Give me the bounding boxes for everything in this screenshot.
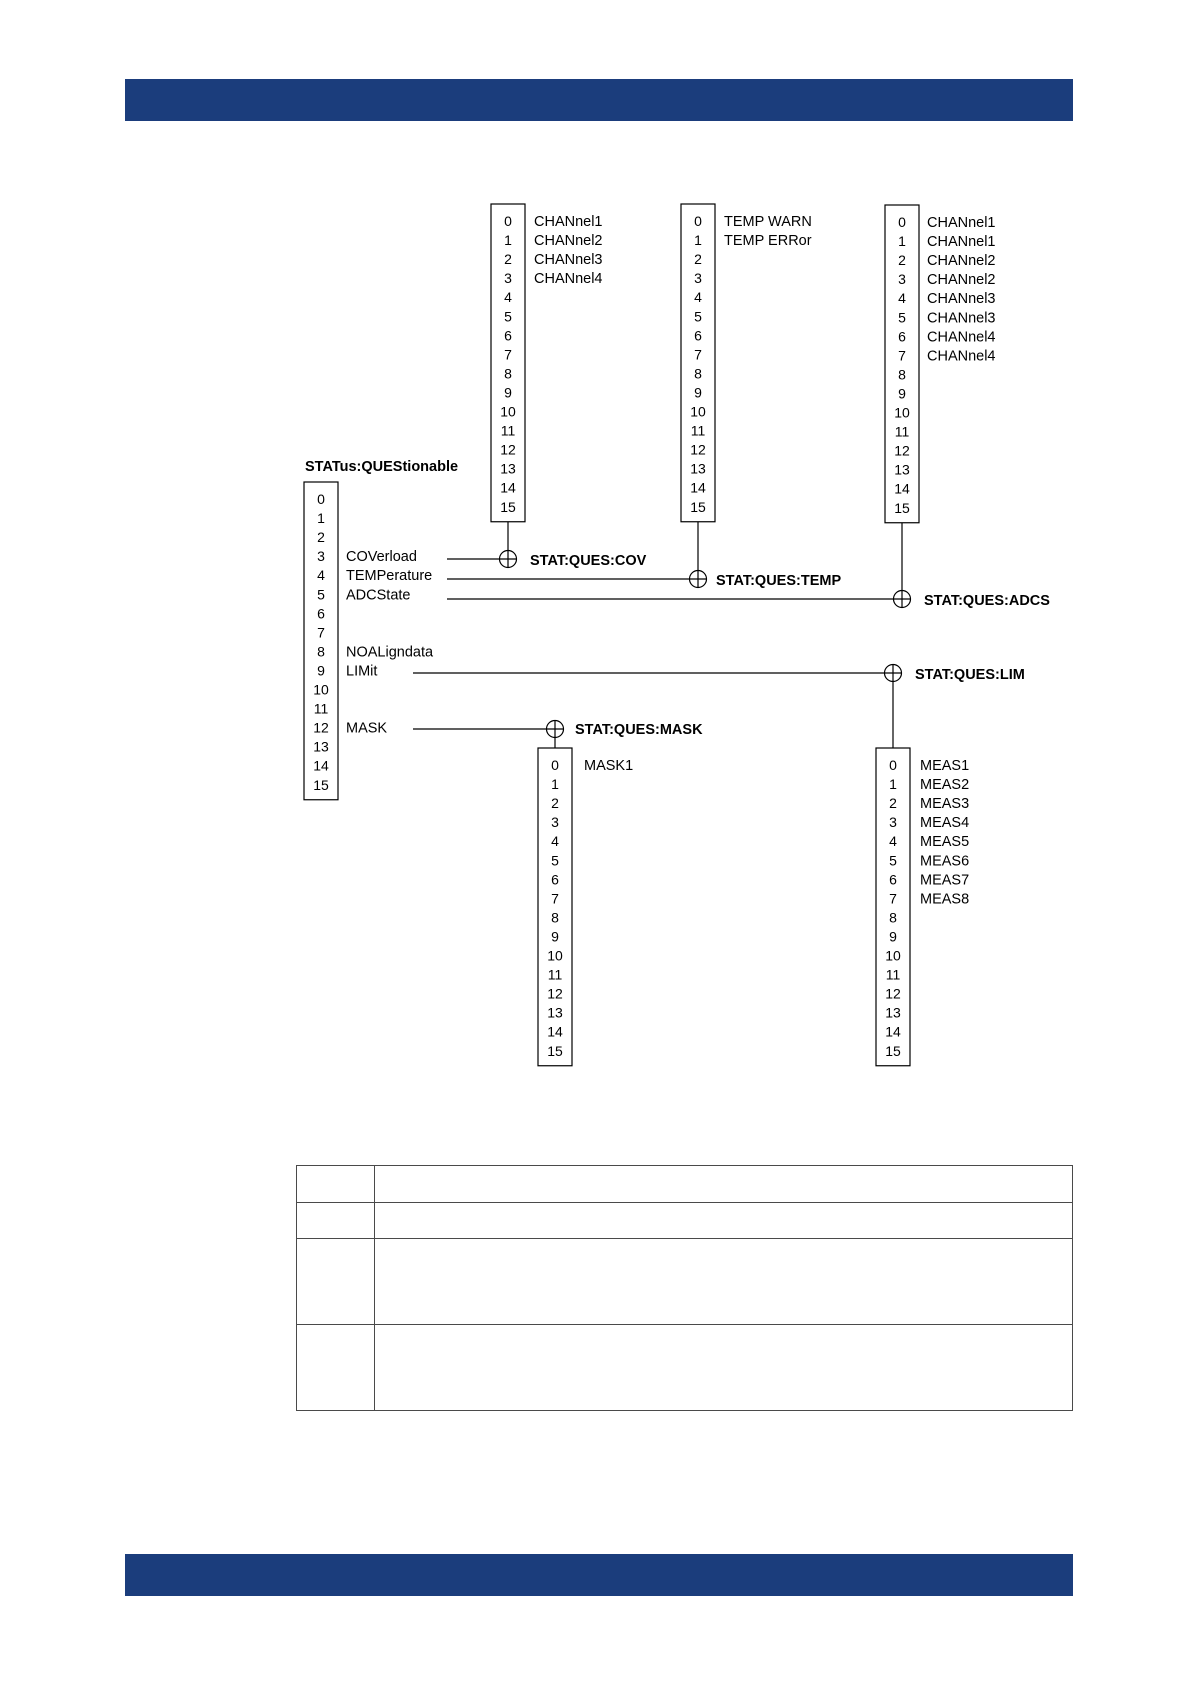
main-register-bit-label: TEMPerature [346, 568, 433, 585]
lim-register-bit-number: 3 [889, 814, 897, 831]
cov-register-bit-label: CHANnel3 [534, 252, 603, 269]
cov-register-bit-number: 13 [500, 460, 516, 477]
adcs-register-bit-label: CHANnel1 [927, 234, 996, 251]
lim-register-bit-number: 0 [889, 757, 897, 773]
main-register-bit-number: 14 [313, 757, 329, 774]
main-register-bit-number: 2 [317, 529, 325, 546]
cov-register-bit-number: 3 [504, 270, 512, 287]
main-register-bit-number: 7 [317, 624, 325, 641]
lim-register-bit-number: 7 [889, 890, 897, 907]
adcs-register-bit-number: 7 [898, 347, 906, 364]
cov-register-bit-number: 7 [504, 346, 512, 363]
lim-register-bit-number: 14 [885, 1023, 901, 1040]
main-register-bit-label: LIMit [346, 663, 378, 680]
mask-summary-label: STAT:QUES:MASK [575, 722, 703, 738]
mask-register-bit-number: 0 [551, 757, 559, 773]
table-cell-meaning [375, 1203, 1073, 1239]
main-register-bit-label: MASK [346, 720, 388, 737]
cov-register-bit-number: 5 [504, 308, 512, 325]
temp-register-bit-label: TEMP WARN [724, 214, 812, 230]
temp-register-bit-number: 14 [690, 479, 706, 496]
cov-register-bit-number: 0 [504, 213, 512, 229]
cov-register-bit-number: 8 [504, 365, 512, 382]
lim-summation-symbol [885, 665, 902, 682]
adcs-register-bit-label: CHANnel2 [927, 253, 996, 270]
temp-register-bit-number: 5 [694, 308, 702, 325]
lim-register-bit-number: 4 [889, 833, 897, 850]
cov-register-bit-number: 14 [500, 479, 516, 496]
mask-register-bit-number: 9 [551, 928, 559, 945]
lim-register-bit-label: MEAS8 [920, 891, 970, 908]
adcs-register-bit-number: 13 [894, 461, 910, 478]
adcs-register-bit-number: 6 [898, 328, 906, 345]
main-register-bit-number: 0 [317, 491, 325, 507]
temp-register-bit-number: 1 [694, 232, 702, 249]
adcs-summation-symbol [894, 591, 911, 608]
cov-summation-symbol [500, 551, 517, 568]
adcs-summary-label: STAT:QUES:ADCS [924, 593, 1050, 609]
lim-register-bit-number: 11 [885, 966, 901, 983]
mask-register-bit-number: 3 [551, 814, 559, 831]
temp-register-bit-number: 8 [694, 365, 702, 382]
lim-register-bit-number: 13 [885, 1004, 901, 1021]
mask-register-bit-number: 12 [547, 985, 563, 1002]
adcs-register-bit-number: 12 [894, 442, 910, 459]
adcs-register-bit-number: 8 [898, 366, 906, 383]
lim-register-bit-number: 12 [885, 985, 901, 1002]
lim-register-bit-label: MEAS5 [920, 834, 970, 851]
main-register-title: STATus:QUEStionable [305, 459, 459, 475]
lim-register-bit-number: 1 [889, 776, 897, 793]
table-cell-bit [297, 1203, 375, 1239]
mask-register-bit-number: 10 [547, 947, 563, 964]
main-register-bit-number: 13 [313, 738, 329, 755]
lim-register-bit-number: 6 [889, 871, 897, 888]
temp-register-bit-number: 0 [694, 213, 702, 229]
lim-register-bit-number: 10 [885, 947, 901, 964]
adcs-register-bit-number: 10 [894, 404, 910, 421]
temp-summation-symbol [690, 571, 707, 588]
cov-register-bit-number: 11 [500, 422, 516, 439]
lim-register-bit-label: MEAS1 [920, 758, 970, 774]
temp-register-bit-number: 2 [694, 251, 702, 268]
lim-register-bit-label: MEAS2 [920, 777, 970, 794]
temp-register-bit-number: 10 [690, 403, 706, 420]
cov-register-bit-number: 9 [504, 384, 512, 401]
main-register-bit-label: COVerload [346, 549, 417, 566]
temp-register-bit-number: 4 [694, 289, 702, 306]
main-register-bit-number: 1 [317, 510, 325, 527]
mask-register-bit-number: 7 [551, 890, 559, 907]
cov-register-bit-label: CHANnel2 [534, 233, 603, 250]
main-register-bit-number: 12 [313, 719, 329, 736]
main-register-bit-number: 9 [317, 662, 325, 679]
adcs-register-bit-number: 2 [898, 252, 906, 269]
mask-register-bit-number: 5 [551, 852, 559, 869]
lim-summary-label: STAT:QUES:LIM [915, 667, 1025, 683]
cov-register-bit-label: CHANnel4 [534, 271, 603, 288]
main-register-bit-label: ADCState [346, 587, 411, 604]
adcs-register-bit-label: CHANnel4 [927, 348, 996, 365]
mask-register-bit-number: 1 [551, 776, 559, 793]
temp-register-bit-number: 15 [690, 498, 706, 515]
table-row [297, 1203, 1073, 1239]
temp-register-bit-label: TEMP ERRor [724, 233, 812, 250]
temp-register-bit-number: 11 [690, 422, 706, 439]
adcs-register-bit-label: CHANnel1 [927, 215, 996, 231]
main-register-bit-number: 5 [317, 586, 325, 603]
lim-register-bit-number: 5 [889, 852, 897, 869]
adcs-register-bit-number: 5 [898, 309, 906, 326]
adcs-register-bit-label: CHANnel3 [927, 291, 996, 308]
main-register-bit-number: 6 [317, 605, 325, 622]
mask-register-bit-number: 13 [547, 1004, 563, 1021]
main-register-bit-number: 4 [317, 567, 325, 584]
adcs-register-bit-number: 11 [894, 423, 910, 440]
temp-register-bit-number: 3 [694, 270, 702, 287]
table-cell-bit [297, 1325, 375, 1411]
mask-register-bit-number: 4 [551, 833, 559, 850]
cov-summary-label: STAT:QUES:COV [530, 553, 647, 569]
table-row [297, 1166, 1073, 1203]
temp-register-bit-number: 12 [690, 441, 706, 458]
adcs-register-bit-number: 1 [898, 233, 906, 250]
cov-register-bit-number: 4 [504, 289, 512, 306]
main-register-bit-number: 15 [313, 776, 329, 793]
lim-register-bit-number: 8 [889, 909, 897, 926]
adcs-register-bit-number: 3 [898, 271, 906, 288]
lim-register-bit-number: 9 [889, 928, 897, 945]
mask-register-bit-number: 14 [547, 1023, 563, 1040]
mask-register-bit-number: 15 [547, 1042, 563, 1059]
table-row [297, 1239, 1073, 1325]
adcs-register-bit-label: CHANnel2 [927, 272, 996, 289]
mask-register-bit-number: 8 [551, 909, 559, 926]
cov-register-bit-number: 1 [504, 232, 512, 249]
bit-definition-table [296, 1165, 1073, 1411]
cov-register-bit-label: CHANnel1 [534, 214, 603, 230]
lim-register-bit-label: MEAS4 [920, 815, 970, 832]
adcs-register-bit-label: CHANnel3 [927, 310, 996, 327]
footer-band [125, 1554, 1073, 1596]
lim-register-bit-number: 2 [889, 795, 897, 812]
lim-register-bit-label: MEAS6 [920, 853, 970, 870]
lim-register-bit-label: MEAS3 [920, 796, 970, 813]
lim-register-bit-number: 15 [885, 1042, 901, 1059]
mask-register-bit-number: 6 [551, 871, 559, 888]
mask-register-bit-label: MASK1 [584, 758, 634, 774]
mask-summation-symbol [547, 721, 564, 738]
adcs-register-bit-number: 15 [894, 499, 910, 516]
adcs-register-bit-number: 9 [898, 385, 906, 402]
main-register-bit-number: 10 [313, 681, 329, 698]
temp-summary-label: STAT:QUES:TEMP [716, 573, 842, 589]
adcs-register-bit-number: 0 [898, 214, 906, 230]
temp-register-bit-number: 9 [694, 384, 702, 401]
cov-register-bit-number: 15 [500, 498, 516, 515]
cov-register-bit-number: 2 [504, 251, 512, 268]
table-cell-meaning [375, 1325, 1073, 1411]
main-register-bit-label: NOALigndata [346, 644, 434, 661]
main-register-bit-number: 11 [313, 700, 329, 717]
lim-register-bit-label: MEAS7 [920, 872, 970, 889]
adcs-register-bit-label: CHANnel4 [927, 329, 996, 346]
adcs-register-bit-number: 4 [898, 290, 906, 307]
main-register-bit-number: 3 [317, 548, 325, 565]
table-row [297, 1325, 1073, 1411]
cov-register-bit-number: 12 [500, 441, 516, 458]
main-register-bit-number: 8 [317, 643, 325, 660]
cov-register-bit-number: 6 [504, 327, 512, 344]
table-cell-meaning [375, 1239, 1073, 1325]
adcs-register-bit-number: 14 [894, 480, 910, 497]
table-cell-meaning [375, 1166, 1073, 1203]
temp-register-bit-number: 13 [690, 460, 706, 477]
mask-register-bit-number: 2 [551, 795, 559, 812]
mask-register-bit-number: 11 [547, 966, 563, 983]
cov-register-bit-number: 10 [500, 403, 516, 420]
table-cell-bit [297, 1166, 375, 1203]
temp-register-bit-number: 6 [694, 327, 702, 344]
temp-register-bit-number: 7 [694, 346, 702, 363]
table-cell-bit [297, 1239, 375, 1325]
